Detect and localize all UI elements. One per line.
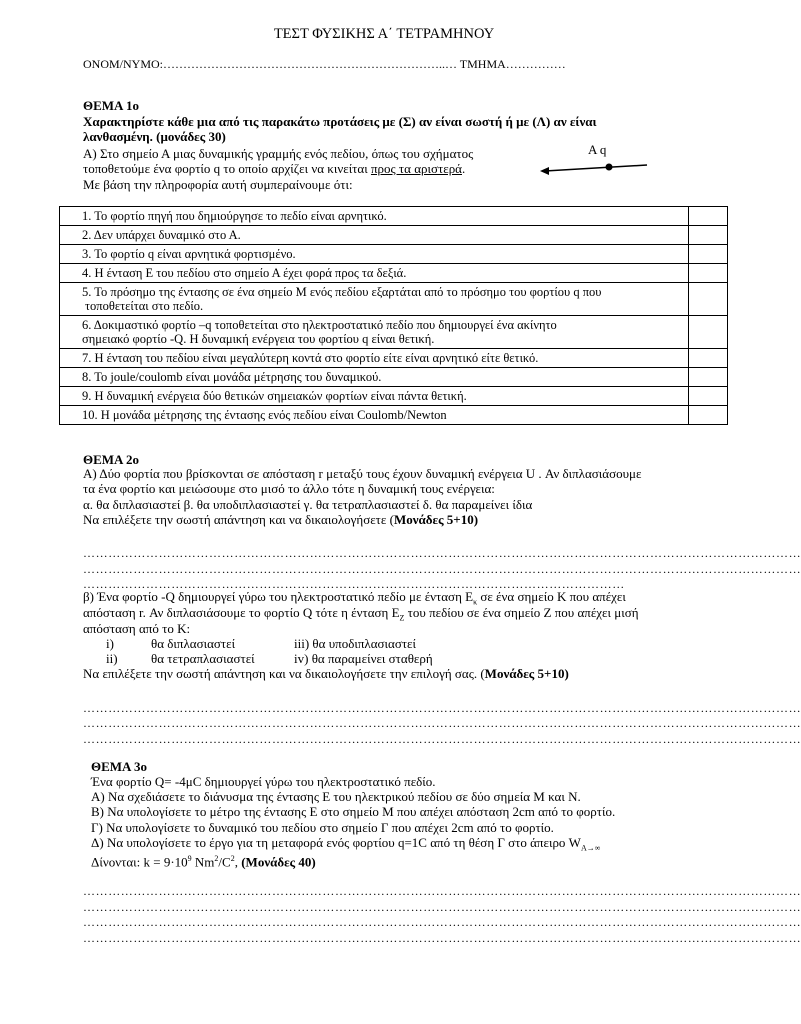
statement-text: 1. Το φορτίο πηγή που δημιούργησε το πεδίο είναι αρνητικό.	[82, 209, 387, 223]
statement-cell	[60, 406, 689, 425]
thema2-a-line-1: Α) Δύο φορτία που βρίσκονται σε απόσταση r μεταξύ τους έχουν δυναμική ενέργεια U . Αν διπλασιάσουμε	[83, 466, 642, 481]
option-i: θα διπλασιαστεί	[151, 636, 236, 651]
answer-line[interactable]: ………………………………………………………………………………………………………………………………………………………	[83, 900, 801, 914]
statement-text: 4. Η ένταση Ε του πεδίου στο σημείο Α έχει φορά προς τα δεξιά.	[82, 266, 407, 280]
thema3-line-1: Ένα φορτίο Q= -4μC δημιουργεί γύρω του ηλεκτροστατικό πεδίο.	[91, 774, 436, 789]
arrow-left-icon	[540, 167, 549, 175]
thema2-a-instruction: Να επιλέξετε την σωστή απάντηση και να δικαιολογήσετε (Μονάδες 5+10)	[83, 512, 479, 527]
statement-text: 8. Το joule/coulomb είναι μονάδα μέτρησης του δυναμικού.	[82, 370, 382, 384]
thema2-b-instruction: Να επιλέξετε την σωστή απάντηση και να δικαιολογήσετε την επιλογή σας. (Μονάδες 5+10)	[83, 666, 569, 681]
option-i-number: i)	[106, 636, 114, 651]
answer-line[interactable]: ………………………………………………………………………………………………………………………………………………………	[83, 701, 801, 715]
thema3-line-6: Δίνονται: $k = 9\cdot 10^9$ $Nm^2/C^2$, (Μονάδες 40)	[91, 854, 316, 870]
statement-cell	[60, 207, 689, 226]
page-title: ΤΕΣΤ ΦΥΣΙΚΗΣ Α΄ ΤΕΤΡΑΜΗΝΟΥ	[273, 26, 495, 42]
statement-text: 10. Η μονάδα μέτρησης της έντασης ενός πεδίου είναι Coulomb/Newton	[82, 408, 447, 422]
statement-cell	[60, 264, 689, 283]
thema1-paragraph-3: Με βάση την πληροφορία αυτή συμπεραίνουμε ότι:	[83, 177, 353, 192]
table-row	[60, 264, 728, 283]
table-row	[60, 245, 728, 264]
thema2-b-line-2: απόσταση r. Αν διπλασιάσουμε το φορτίο Q τότε η ένταση $E_Z$ του πεδίου σε ένα σημείο Ζ που απέχει μισή	[83, 605, 639, 623]
answer-box[interactable]	[689, 349, 728, 368]
answer-box[interactable]	[689, 207, 728, 226]
statement-text: 2. Δεν υπάρχει δυναμικό στο Α.	[82, 228, 241, 242]
answer-box[interactable]	[689, 316, 728, 349]
thema2-heading: ΘΕΜΑ 2ο	[83, 452, 139, 467]
table-row	[60, 349, 728, 368]
statement-cell	[60, 283, 689, 316]
answer-box[interactable]	[689, 245, 728, 264]
table-row	[60, 316, 728, 349]
statement-text: τοποθετείται στο πεδίο.	[85, 299, 204, 313]
statement-text: 3. Το φορτίο q είναι αρνητικά φορτισμένο.	[82, 247, 296, 261]
answer-line[interactable]: ………………………………………………………………………………………………………………………………………………………	[83, 716, 801, 730]
thema3-heading: ΘΕΜΑ 3ο	[91, 759, 147, 774]
answer-box[interactable]	[689, 264, 728, 283]
thema3-line-3: Β) Να υπολογίσετε το μέτρο της έντασης Ε στο σημείο Μ που απέχει απόσταση 2cm από το φορτίο.	[91, 804, 616, 819]
statement-text: 7. Η ένταση του πεδίου είναι μεγαλύτερη κοντά στο φορτίο είτε είναι αρνητικό είτε θετικό.	[82, 351, 539, 365]
thema3-line-2: Α) Να σχεδιάσετε το διάνυσμα της έντασης Ε του ηλεκτρικού πεδίου σε δύο σημεία Μ και Ν.	[91, 789, 581, 804]
thema1-paragraph-1: Α) Στο σημείο Α μιας δυναμικής γραμμής ενός πεδίου, όπως του σχήματος	[83, 146, 474, 161]
thema1-heading: ΘΕΜΑ 1ο	[83, 98, 139, 113]
answer-box[interactable]	[689, 226, 728, 245]
table-row	[60, 226, 728, 245]
answer-line[interactable]: ………………………………………………………………………………………………………………………………………………………	[83, 562, 801, 576]
thema2-b-line-1: β) Ένα φορτίο -Q δημιουργεί γύρω του ηλεκτροστατικό πεδίο με ένταση $E_\kappa$ σε ένα σημείο Κ που απέχει	[83, 589, 626, 607]
thema1-instruction-1: Χαρακτηρίστε κάθε μια από τις παρακάτω προτάσεις με (Σ) αν είναι σωστή ή με (Λ) αν είναι	[83, 114, 597, 129]
option-iv: iv) θα παραμείνει σταθερή	[294, 651, 433, 666]
table-row	[60, 283, 728, 316]
option-ii-number: ii)	[106, 651, 118, 666]
table-row	[60, 368, 728, 387]
table-row	[60, 207, 728, 226]
statement-cell	[60, 245, 689, 264]
thema3-line-5: Δ) Να υπολογίσετε το έργο για τη μεταφορά ενός φορτίου q=1C από τη θέση Γ στο άπειρο $W_{A\to\infty}$	[91, 835, 601, 853]
answer-box[interactable]	[689, 406, 728, 425]
thema2-a-line-2: τα ένα φορτίο και μειώσουμε στο μισό το άλλο τότε η δυναμική τους ενέργεια:	[83, 481, 495, 496]
statement-cell	[60, 316, 689, 349]
option-iii: iii) θα υποδιπλασιαστεί	[294, 636, 417, 651]
statement-text: σημειακό φορτίο -Q. Η δυναμική ενέργεια του φορτίου q είναι θετική.	[82, 332, 435, 346]
statement-text: 9. Η δυναμική ενέργεια δύο θετικών σημειακών φορτίων είναι πάντα θετική.	[82, 389, 467, 403]
thema3-line-4: Γ) Να υπολογίσετε το δυναμικό του πεδίου στο σημείο Γ που απέχει 2cm από το φορτίο.	[91, 820, 554, 835]
answer-line[interactable]: ………………………………………………………………………………………………………………………………………………………	[83, 915, 801, 929]
figure-label: Α q	[588, 142, 607, 157]
thema2-b-line-3: απόσταση από το Κ:	[83, 621, 191, 636]
answer-line[interactable]: ………………………………………………………………………………………………………………………………………………………	[83, 931, 801, 945]
thema1-paragraph-2: τοποθετούμε ένα φορτίο q το οποίο αρχίζει να κινείται προς τα αριστερά.	[83, 161, 466, 176]
statement-text: 6. Δοκιμαστικό φορτίο –q τοποθετείται στο ηλεκτροστατικό πεδίο που δημιουργεί ένα ακίνητο	[82, 318, 557, 332]
statement-cell	[60, 387, 689, 406]
charge-point-icon	[606, 164, 613, 171]
answer-box[interactable]	[689, 368, 728, 387]
answer-line[interactable]: ………………………………………………………………………………………………………………………………………………………	[83, 884, 801, 898]
field-line-figure	[535, 158, 655, 178]
statement-text: 5. Το πρόσημο της έντασης σε ένα σημείο Μ ενός πεδίου εξαρτάται από το πρόσημο του φορτίου q που	[82, 285, 602, 299]
answer-line[interactable]: ………………………………………………………………………………………………………………………………………………………	[83, 546, 801, 560]
name-section-line: ΟΝΟΜ/ΝΥΜΟ:……………………………………………………………..… ΤΜΗΜΑ……………	[83, 57, 566, 71]
answer-line[interactable]: ………………………………………………………………………………………………………………………………………………………	[83, 732, 801, 746]
table-row	[60, 406, 728, 425]
statement-cell	[60, 226, 689, 245]
table-row	[60, 387, 728, 406]
thema1-instruction-2: λανθασμένη. (μονάδες 30)	[83, 129, 226, 144]
answer-box[interactable]	[689, 283, 728, 316]
true-false-table	[59, 206, 728, 425]
option-ii: θα τετραπλασιαστεί	[151, 651, 255, 666]
answer-box[interactable]	[689, 387, 728, 406]
statement-cell	[60, 368, 689, 387]
statement-cell	[60, 349, 689, 368]
answer-line[interactable]: …………………………………………………………………………………………………………………	[83, 577, 625, 591]
thema2-a-options: α. θα διπλασιαστεί β. θα υποδιπλασιαστεί γ. θα τετραπλασιαστεί δ. θα παραμείνει ίδια	[83, 497, 533, 512]
